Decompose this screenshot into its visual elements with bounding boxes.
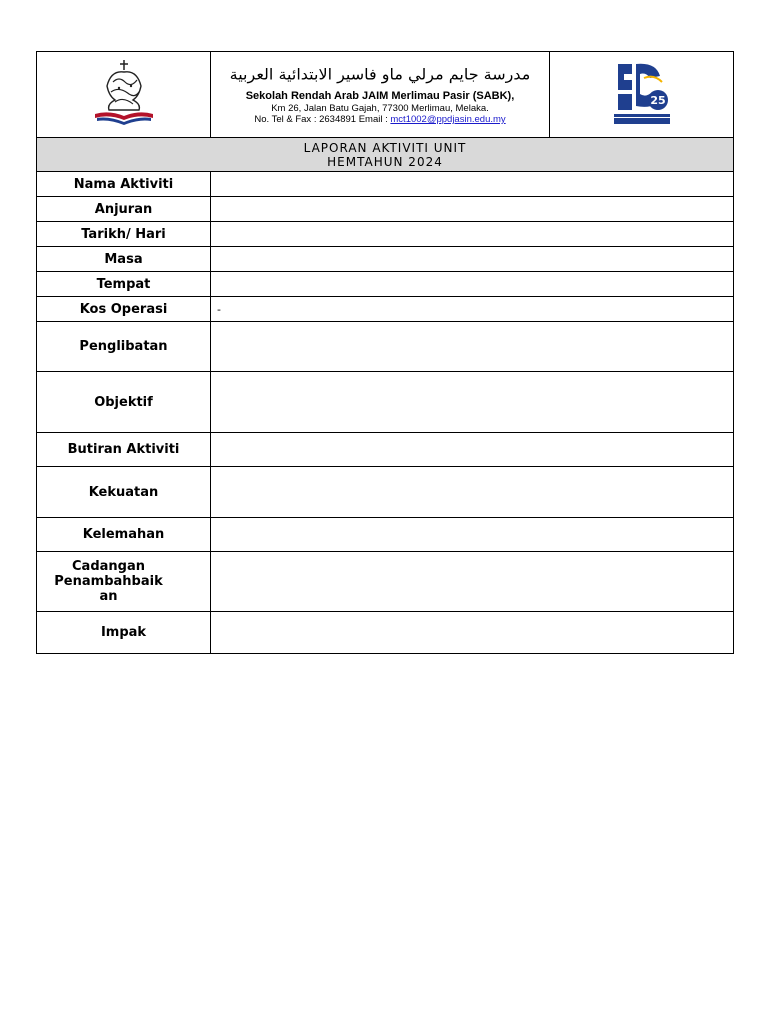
row-label: Anjuran (37, 197, 211, 222)
left-logo-cell (37, 52, 211, 138)
row-value-field[interactable] (211, 272, 734, 297)
row-value-field[interactable] (211, 222, 734, 247)
row-value-field[interactable] (211, 433, 734, 467)
form-row (37, 552, 734, 612)
row-value-field[interactable] (211, 372, 734, 433)
row-label: Penglibatan (37, 322, 211, 372)
row-label: Butiran Aktiviti (37, 433, 211, 467)
row-label: Masa (37, 247, 211, 272)
school-crest-logo (89, 56, 159, 130)
form-row (37, 172, 734, 197)
row-label: Nama Aktiviti (37, 172, 211, 197)
report-title-line1: LAPORAN AKTIVITI UNIT (303, 140, 467, 155)
form-row (37, 322, 734, 372)
school-address: Km 26, Jalan Batu Gajah, 77300 Merlimau, Melaka. (271, 103, 489, 114)
report-title-cell (37, 138, 734, 172)
form-row (37, 467, 734, 518)
svg-text:25: 25 (649, 93, 666, 107)
ppd-25-logo (610, 60, 674, 126)
school-arabic-name: مدرسة جايم مرلي ماو فاسير الابتدائية العربية (229, 65, 531, 84)
row-label: Tarikh/ Hari (37, 222, 211, 247)
school-contact (211, 114, 549, 125)
letterhead-row (37, 52, 734, 138)
school-name: Sekolah Rendah Arab JAIM Merlimau Pasir (SABK), (245, 90, 515, 102)
row-value-field[interactable] (211, 322, 734, 372)
row-value-field[interactable] (211, 247, 734, 272)
form-row (37, 518, 734, 552)
row-value-field[interactable]: - (211, 297, 734, 322)
tel-fax-text: No. Tel & Fax : 2634891 Email : (254, 114, 391, 125)
right-logo-cell (550, 52, 734, 138)
report-title-line2: HEMTAHUN 2024 (327, 154, 443, 169)
form-row (37, 272, 734, 297)
row-value-field[interactable] (211, 612, 734, 654)
row-label: Impak (37, 612, 211, 654)
row-label: Objektif (37, 372, 211, 433)
row-value-field[interactable] (211, 197, 734, 222)
form-row (37, 222, 734, 247)
form-row (37, 247, 734, 272)
form-row (37, 612, 734, 654)
form-row (37, 433, 734, 467)
report-title-row (37, 138, 734, 172)
form-row (37, 372, 734, 433)
row-label: Kekuatan (37, 467, 211, 518)
row-label: Tempat (37, 272, 211, 297)
row-label: Kelemahan (37, 518, 211, 552)
row-label: Cadangan Penambahbaik an (37, 552, 211, 612)
row-value-field[interactable] (211, 518, 734, 552)
row-value-field[interactable] (211, 172, 734, 197)
school-info-cell (211, 52, 550, 138)
row-label: Kos Operasi (37, 297, 211, 322)
form-row (37, 197, 734, 222)
report-form-table (36, 51, 734, 654)
row-value-field[interactable] (211, 467, 734, 518)
email-link[interactable]: mct1002@ppdjasin.edu.my (390, 114, 506, 125)
form-row (37, 297, 734, 322)
row-value-field[interactable] (211, 552, 734, 612)
